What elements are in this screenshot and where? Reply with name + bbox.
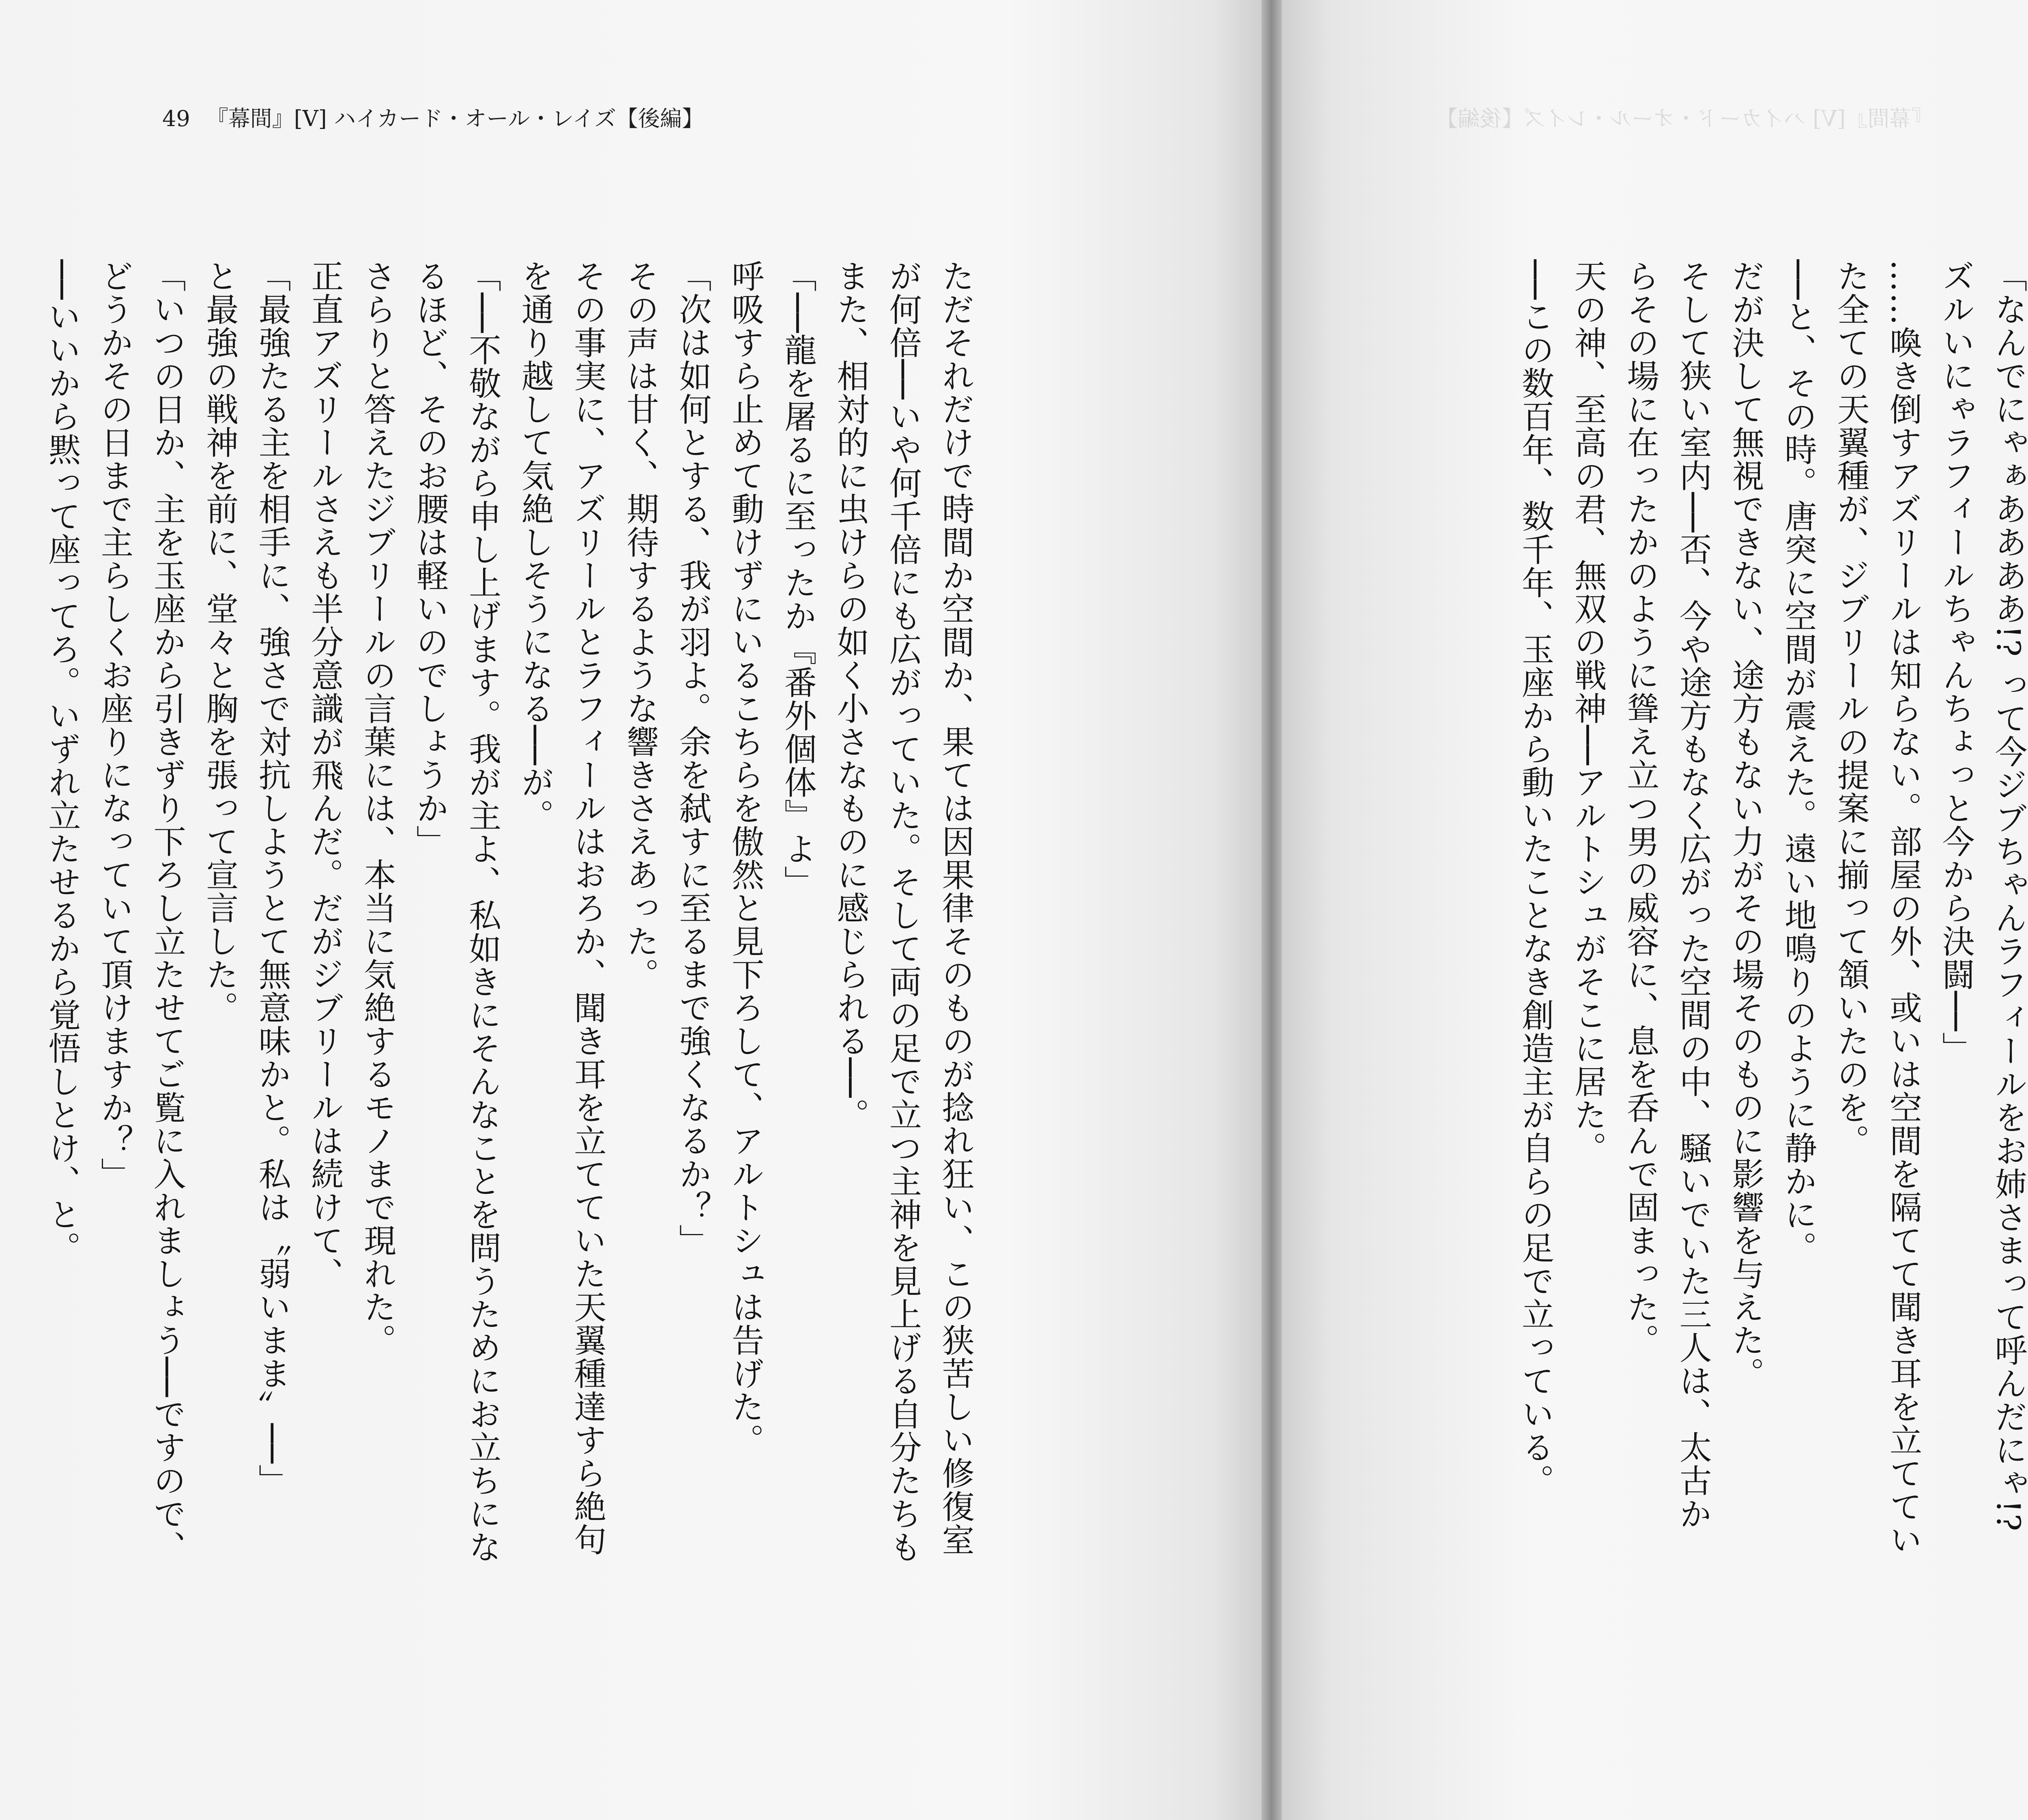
text-column: その声は甘く、期待するような響きさえあった。 <box>621 260 659 991</box>
text-column: るほど、そのお腰は軽いのでしょうか」 <box>411 260 449 858</box>
running-head: 『幕間』[V] ハイカード・オール・レイズ【後編】 <box>206 106 704 131</box>
text-column: その事実に、アズリールとラフィールはおろか、聞き耳を立てていた天翼種達すら絶句 <box>568 260 606 1556</box>
text-column: 「なんでにゃぁああああ!? って今ジブちゃんラフィールをお姉さまって呼んだにゃ!? <box>1989 260 2027 1532</box>
text-column: ──と、その時。唐突に空間が震えた。遠い地鳴りのように静かに。 <box>1779 260 1817 1265</box>
text-column: また、相対的に虫けらの如く小さなものに感じられる──。 <box>831 260 869 1132</box>
right-page <box>1282 0 2028 1820</box>
text-column: 「最強たる主を相手に、強さで対抗しようとて無意味かと。私は〝弱いまま〟──」 <box>253 260 291 1498</box>
text-column: ──いいから黙って座ってろ。いずれ立たせるから覚悟しとけ、と。 <box>43 260 81 1265</box>
text-column: 呼吸すら止めて動けずにいるこちらを傲然と見下ろして、アルトシュは告げた。 <box>726 260 764 1457</box>
text-column: 「いつの日か、主を玉座から引きずり下ろし立たせてご覧に入れましょう──ですので、 <box>148 260 186 1564</box>
text-column: どうかその日まで主らしくお座りになっていて頂けますか？」 <box>95 260 133 1191</box>
text-column: 天の神、至高の君、無双の戦神──アルトシュがそこに居た。 <box>1569 260 1607 1165</box>
text-column: ただそれだけで時間か空間か、果ては因果律そのものが捻れ狂い、この狭苦しい修復室 <box>937 260 974 1556</box>
text-column: ……喚き倒すアズリールは知らない。部屋の外、或いは空間を隔てて聞き耳を立ててい <box>1884 260 1922 1556</box>
text-column: を通り越して気絶しそうになる──が。 <box>516 260 554 833</box>
show-through-header: 『幕間』[V] ハイカード・オール・レイズ【後編】 <box>1436 106 1933 131</box>
text-column: 「次は如何とする、我が羽よ。余を弑すに至るまで強くなるか？」 <box>674 260 712 1257</box>
text-column: 「──龍を屠るに至ったか『番外個体』よ」 <box>779 260 817 899</box>
text-column: ──この数百年、数千年、玉座から動いたことなき創造主が自らの足で立っている。 <box>1516 260 1554 1498</box>
right-page-body <box>1490 260 2028 1671</box>
left-page-header <box>162 101 704 133</box>
text-column: そして狭い室内──否、今や途方もなく広がった空間の中、騒いでいた三人は、太古か <box>1674 260 1712 1531</box>
text-column: らその場に在ったかのように聳え立つ男の威容に、息を呑んで固まった。 <box>1621 260 1659 1357</box>
page-number: 49 <box>162 106 190 131</box>
text-column: が何倍──いや何千倍にも広がっていた。そして両の足で立つ主神を見上げる自分たちも <box>884 260 922 1564</box>
book-gutter <box>1261 0 1282 1820</box>
left-page-body <box>43 260 982 1671</box>
text-column: と最強の戦神を前に、堂々と胸を張って宣言した。 <box>200 260 238 1024</box>
text-column: 「──不敬ながら申し上げます。我が主よ、私如きにそんなことを問うためにお立ちにな <box>463 260 501 1564</box>
text-column: だが決して無視できない、途方もない力がその場そのものに影響を与えた。 <box>1726 260 1764 1390</box>
text-column: さらりと答えたジブリールの言葉には、本当に気絶するモノまで現れた。 <box>358 260 396 1357</box>
text-column: た全ての天翼種が、ジブリールの提案に揃って頷いたのを。 <box>1832 260 1870 1157</box>
text-column: 正直アズリールさえも半分意識が飛んだ。だがジブリールは続けて、 <box>305 260 344 1290</box>
text-column: ズルいにゃラフィールちゃんちょっと今から決闘──」 <box>1937 260 1975 1065</box>
